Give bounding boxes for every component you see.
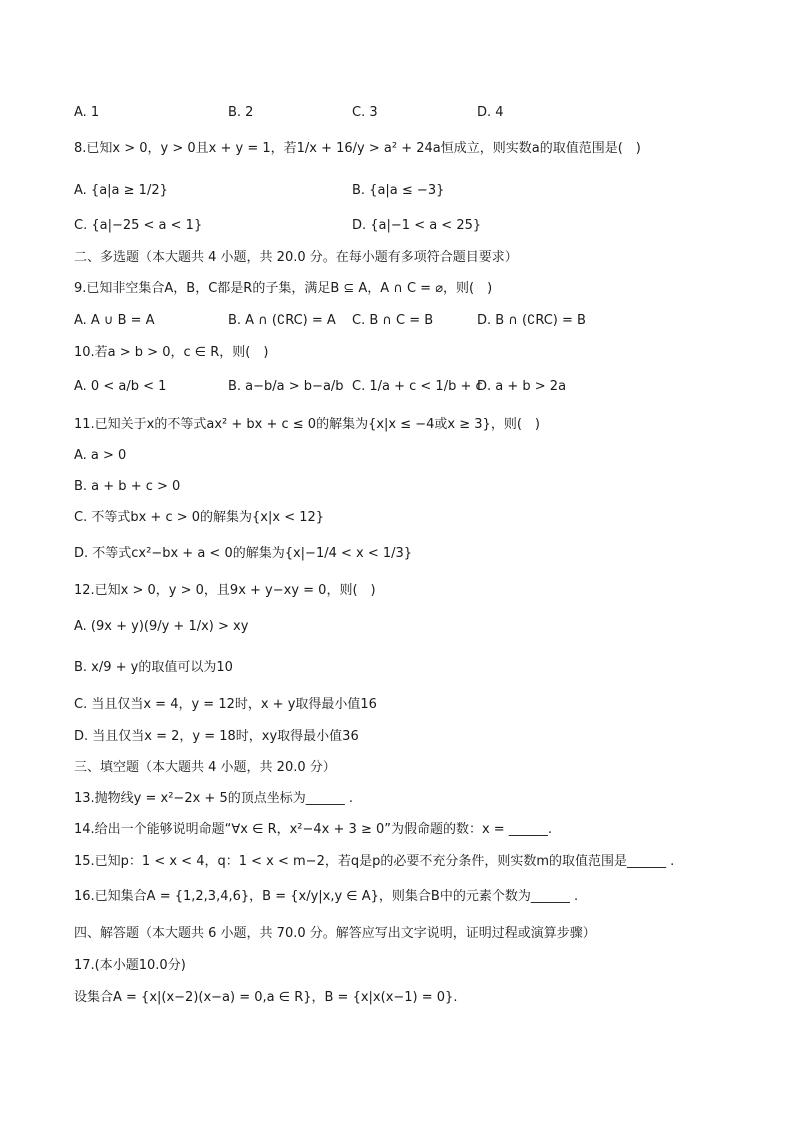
q12-option-c: C. 当且仅当x = 4，y = 12时，x + y取得最小值16: [74, 697, 377, 712]
q11-option-c: C. 不等式bx + c > 0的解集为{x|x < 12}: [74, 510, 325, 525]
q8-stem: 8.已知x > 0，y > 0且x + y = 1，若1/x + 16/y > a² + 24a恒成立，则实数a的取值范围是( ): [74, 141, 641, 156]
q10-option-d: D. a + b > 2a: [477, 379, 567, 394]
q11-option-d: D. 不等式cx²−bx + a < 0的解集为{x|−1/4 < x < 1/3}: [74, 546, 413, 561]
q9-option-a: A. A ∪ B = A: [74, 313, 155, 328]
q11-option-a: A. a > 0: [74, 448, 127, 463]
q17-stem: 设集合A = {x|(x−2)(x−a) = 0,a ∈ R}，B = {x|x(x−1) = 0}.: [74, 990, 458, 1005]
q9-stem: 9.已知非空集合A，B，C都是R的子集，满足B ⊆ A，A ∩ C = ⌀，则( ): [74, 281, 493, 296]
section-heading-multiple-choice: 二、多选题（本大题共 4 小题，共 20.0 分。在每小题有多项符合题目要求）: [74, 250, 518, 265]
q11-option-b: B. a + b + c > 0: [74, 479, 181, 494]
q10-option-a: A. 0 < a/b < 1: [74, 379, 167, 394]
q13-stem: 13.抛物线y = x²−2x + 5的顶点坐标为______ .: [74, 791, 353, 806]
q16-stem: 16.已知集合A = {1,2,3,4,6}，B = {x/y|x,y ∈ A}，则集合B中的元素个数为______ .: [74, 889, 579, 904]
q14-stem: 14.给出一个能够说明命题“∀x ∈ R，x²−4x + 3 ≥ 0”为假命题的数：x = ______.: [74, 822, 552, 837]
q12-stem: 12.已知x > 0，y > 0，且9x + y−xy = 0，则( ): [74, 583, 376, 598]
q10-stem: 10.若a > b > 0，c ∈ R，则( ): [74, 345, 269, 360]
q7-option-c: C. 3: [352, 105, 378, 120]
q10-option-b: B. a−b/a > b−a/b: [228, 379, 344, 394]
q7-option-b: B. 2: [228, 105, 254, 120]
q8-option-b: B. {a|a ≤ −3}: [352, 183, 445, 198]
q11-stem: 11.已知关于x的不等式ax² + bx + c ≤ 0的解集为{x|x ≤ −4或x ≥ 3}，则( ): [74, 417, 540, 432]
q8-option-d: D. {a|−1 < a < 25}: [352, 218, 482, 233]
q12-option-d: D. 当且仅当x = 2，y = 18时，xy取得最小值36: [74, 729, 359, 744]
section-heading-solution: 四、解答题（本大题共 6 小题，共 70.0 分。解答应写出文字说明，证明过程或演算步骤）: [74, 926, 596, 941]
q9-option-b: B. A ∩ (∁RC) = A: [228, 313, 336, 328]
q7-option-a: A. 1: [74, 105, 100, 120]
q12-option-a: A. (9x + y)(9/y + 1/x) > xy: [74, 619, 249, 634]
q12-option-b: B. x/9 + y的取值可以为10: [74, 660, 233, 675]
q7-option-d: D. 4: [477, 105, 504, 120]
q10-option-c: C. 1/a + c < 1/b + c: [352, 379, 483, 394]
q9-option-c: C. B ∩ C = B: [352, 313, 434, 328]
q8-option-a: A. {a|a ≥ 1/2}: [74, 183, 168, 198]
q15-stem: 15.已知p：1 < x < 4，q：1 < x < m−2，若q是p的必要不充分条件，则实数m的取值范围是______ .: [74, 854, 675, 869]
q17-title: 17.(本小题10.0分): [74, 958, 186, 973]
q8-option-c: C. {a|−25 < a < 1}: [74, 218, 203, 233]
section-heading-fill-in: 三、填空题（本大题共 4 小题，共 20.0 分）: [74, 760, 336, 775]
q9-option-d: D. B ∩ (∁RC) = B: [477, 313, 586, 328]
